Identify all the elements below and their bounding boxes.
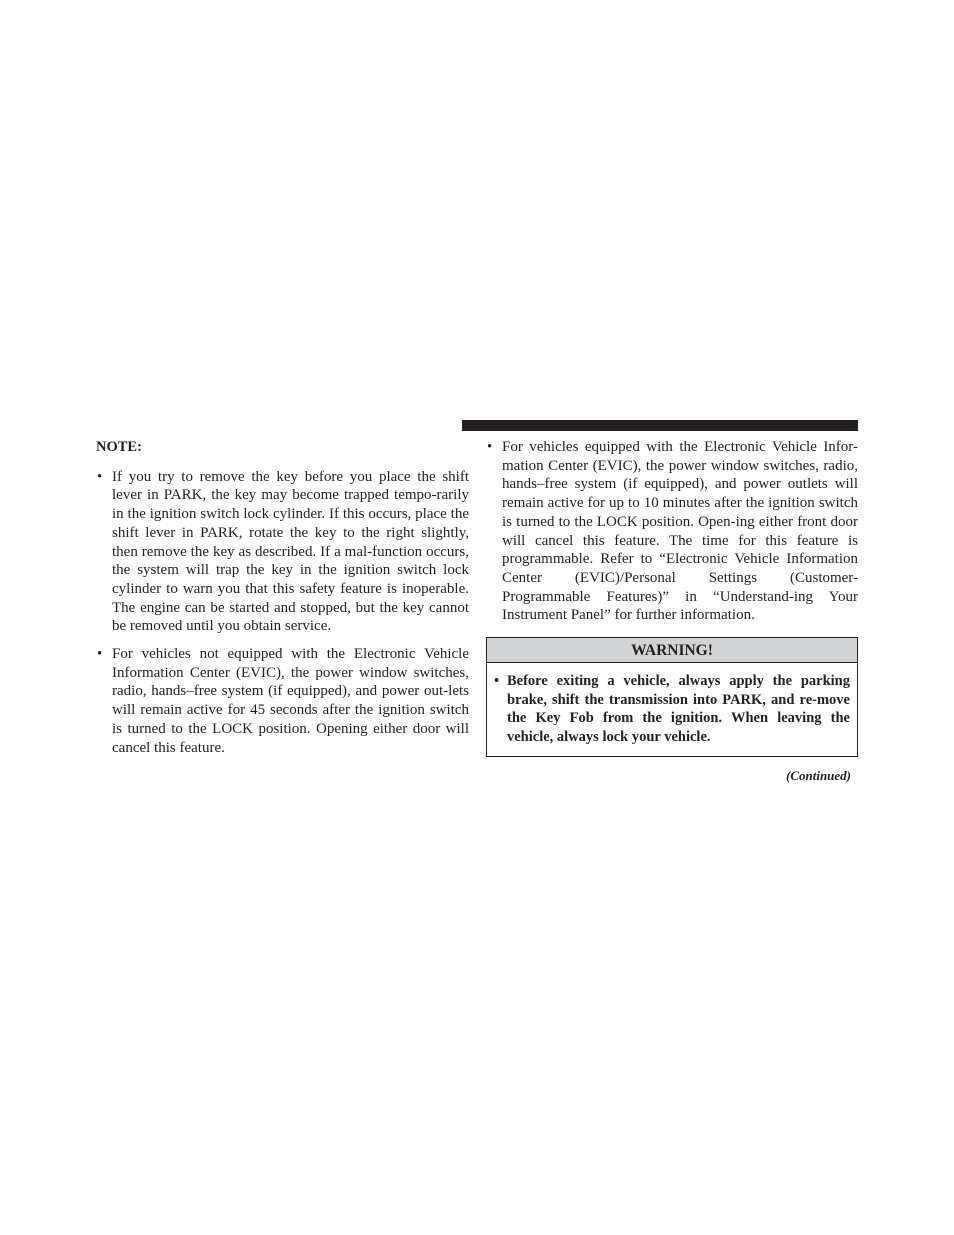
bullet-icon: • xyxy=(487,439,493,455)
warning-title: WARNING! xyxy=(487,638,857,663)
bullet-icon: • xyxy=(494,673,500,690)
warning-bullet xyxy=(493,672,850,747)
note-bullet-no-evic xyxy=(96,645,469,757)
note-bullet-text: If you try to remove the key before you place the shift lever in PARK, the key may become trapped tempo-rarily in the ignition switch lock cylinder. If this occurs, place the shift lever in PARK, rotate the key to the right slightly, then remove the key as described. If a mal-function occurs, the system will trap the key in the ignition switch lock cylinder to warn you that this safety feature is inoperable. The engine can be started and stopped, but the key cannot be removed until you obtain service. xyxy=(112,468,469,635)
note-bullet-key-trapped xyxy=(96,468,469,636)
section-header-bar xyxy=(462,420,858,431)
note-bullet-text: For vehicles equipped with the Electronic Vehicle Infor-mation Center (EVIC), the power window switches, radio, hands–free system (if equipped), and power outlets will remain active for up to 10 minutes after the ignition switch is turned to the LOCK position. Open-ing either front door will cancel this feature. The time for this feature is programmable. Refer to “Electronic Vehicle Information Center (EVIC)/Personal Settings (Customer-Programmable Features)” in “Understand-ing Your Instrument Panel” for further information. xyxy=(502,439,858,624)
warning-bullet-text: Before exiting a vehicle, always apply the parking brake, shift the transmission into PARK, and re-move the Key Fob from the ignition. When leaving the vehicle, always lock your vehicle. xyxy=(507,673,850,746)
warning-box xyxy=(486,637,858,757)
bullet-icon: • xyxy=(97,468,103,485)
note-bullet-with-evic xyxy=(486,438,858,625)
left-column xyxy=(96,438,469,766)
bullet-icon: • xyxy=(97,646,103,663)
continued-label: (Continued) xyxy=(785,767,851,783)
right-column xyxy=(486,438,858,786)
note-heading: NOTE: xyxy=(96,439,142,455)
warning-body xyxy=(487,663,857,756)
note-bullet-text: For vehicles not equipped with the Electronic Vehicle Information Center (EVIC), the power window switches, radio, hands–free system (if equipped), and power out-lets will remain active for 45 seconds after the ignition switch is turned to the LOCK position. Opening either door will cancel this feature. xyxy=(112,646,469,756)
